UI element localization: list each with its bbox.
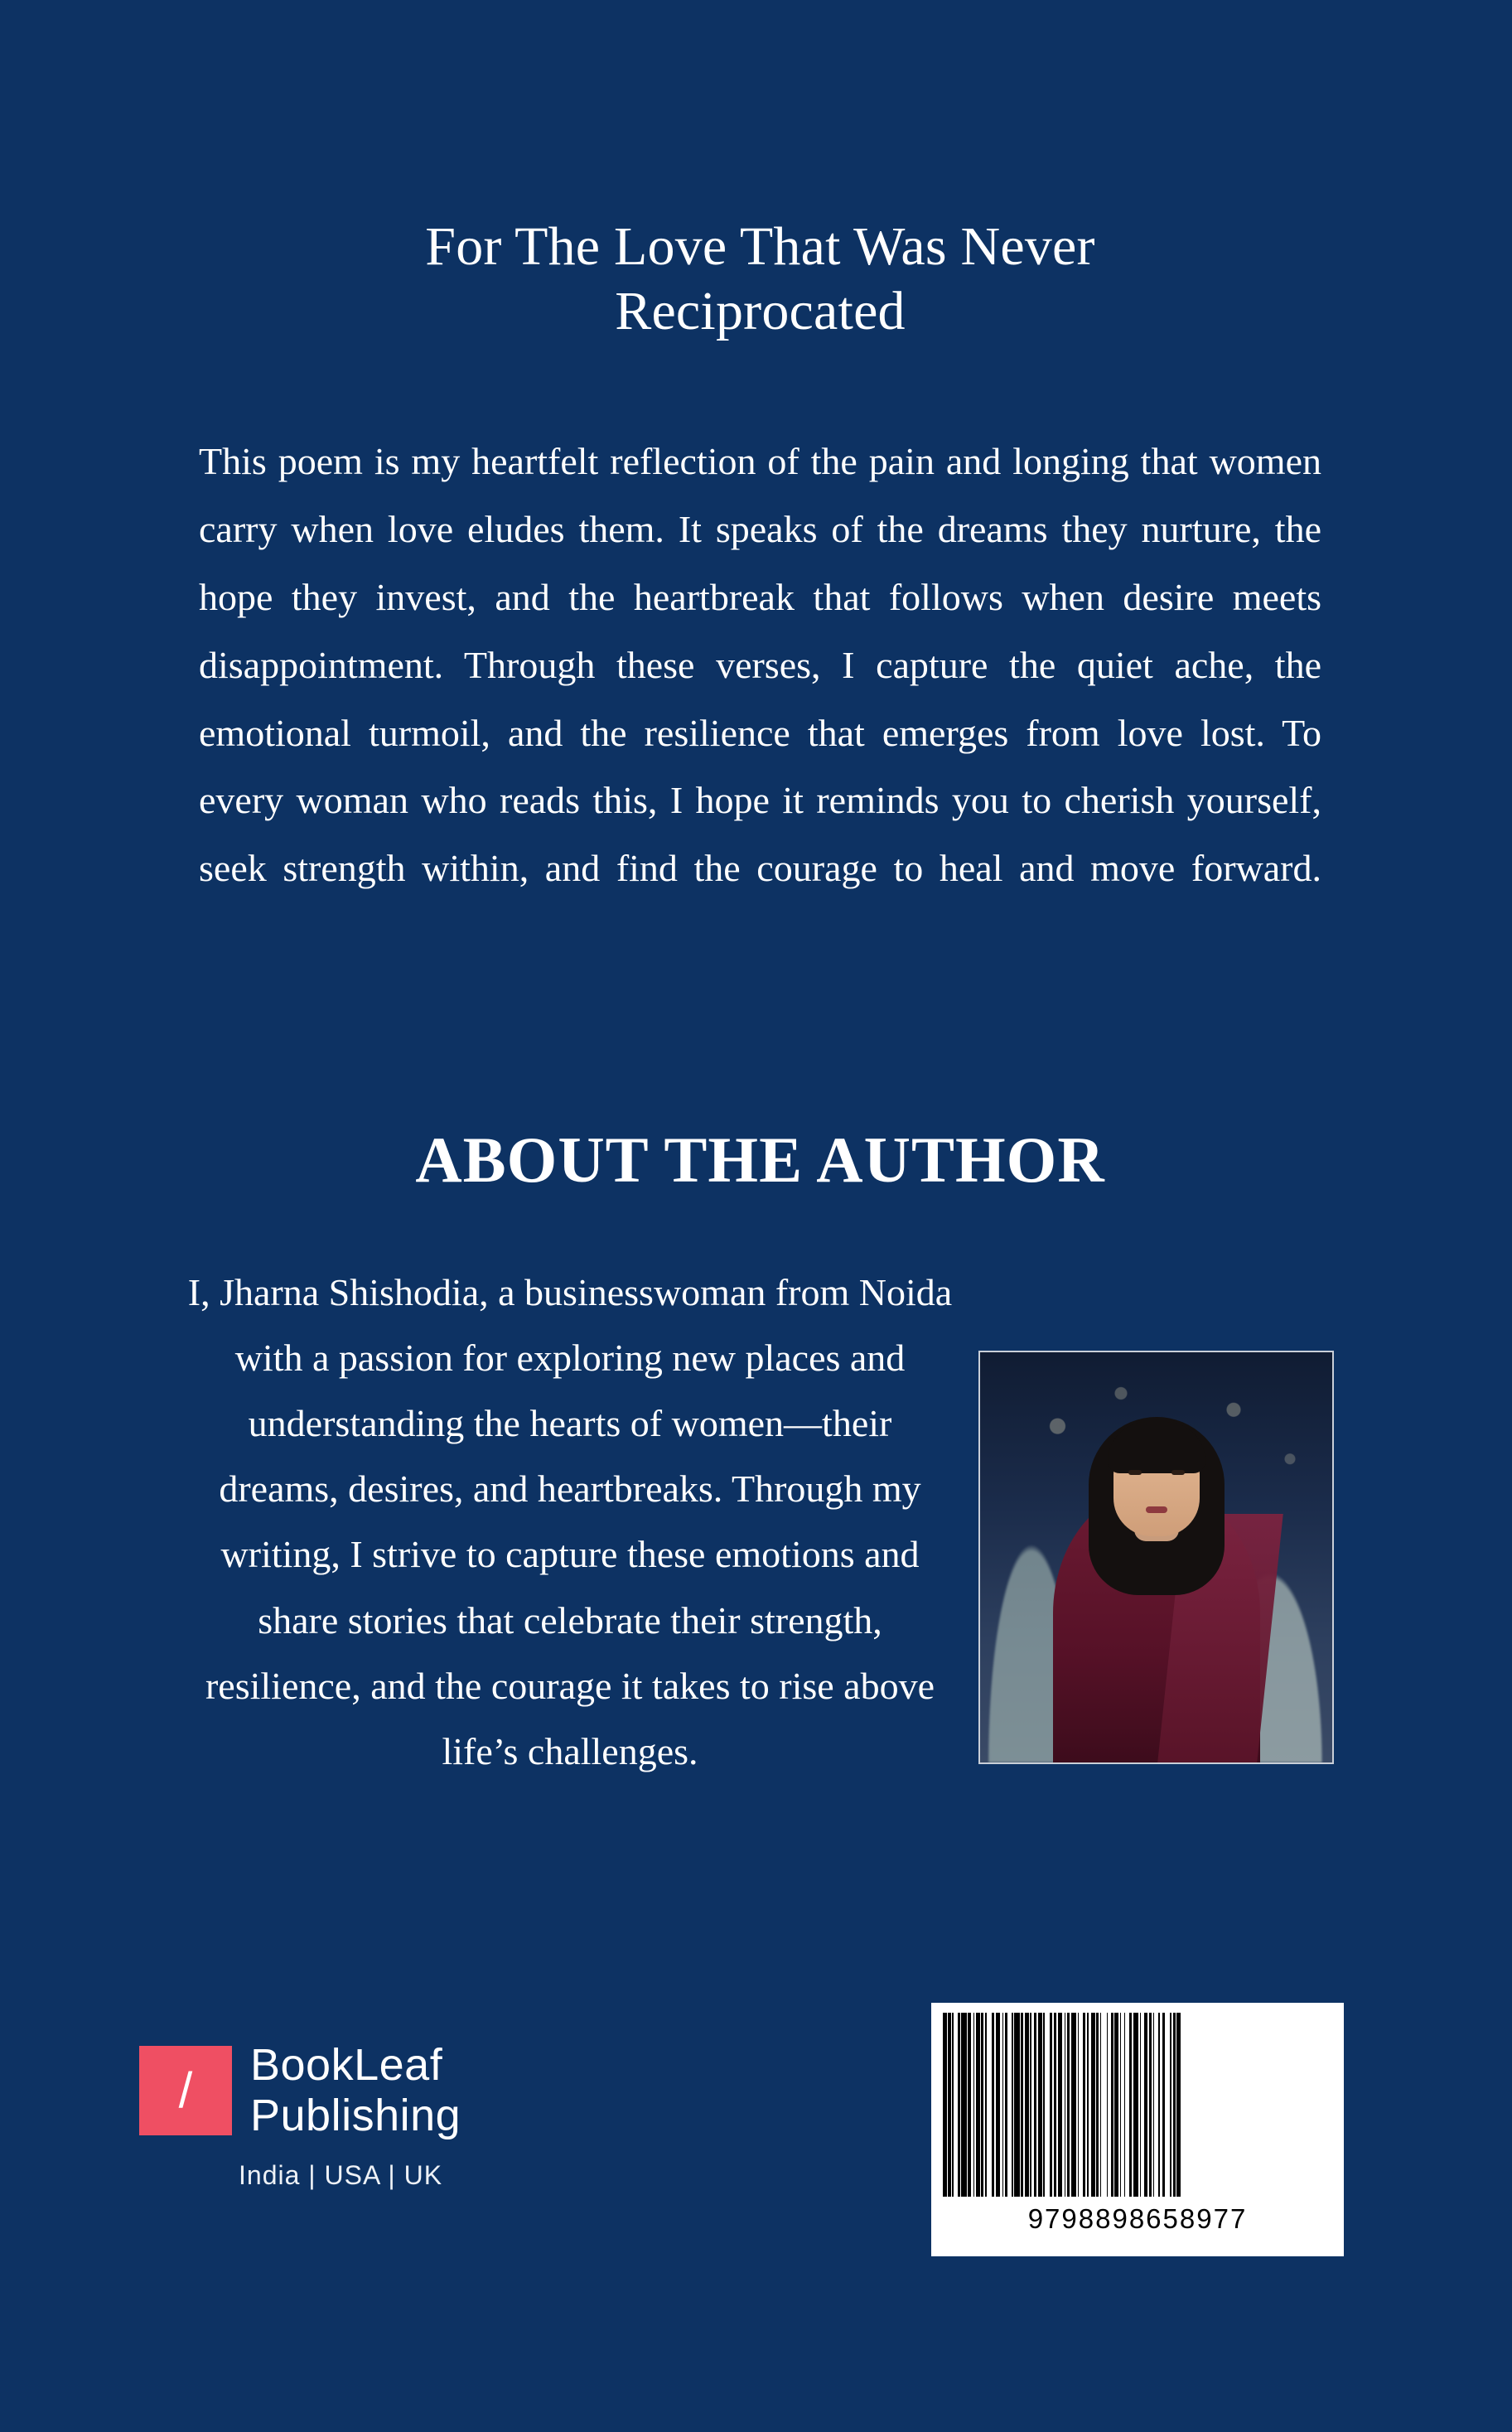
publisher-name-line2: Publishing	[250, 2091, 461, 2141]
slash-icon	[139, 2046, 232, 2135]
barcode	[930, 2001, 1345, 2258]
about-the-author-heading: ABOUT THE AUTHOR	[415, 1123, 1105, 1196]
publisher-name-book: Book	[250, 2040, 355, 2090]
barcode-number: 9798898658977	[1027, 2203, 1248, 2234]
poem-description: This poem is my heartfelt reflection of the pain and longing that women carry when love eludes them. It speaks of the dreams they nurture, the hope they invest, and the heartbreak that follows when desire meets disappointment. Through these verses, I capture the quiet ache, the emotional turmoil, and the resilience that emerges from love lost. To every woman who reads this, I hope it reminds you to cherish yourself, seek strength within, and find the courage to heal and move forward.	[199, 440, 1321, 890]
slash-glyph: /	[178, 2062, 193, 2118]
author-photo	[978, 1351, 1334, 1764]
photo-figure-eye-right	[1171, 1470, 1185, 1475]
publisher-logo-row	[139, 2040, 570, 2141]
barcode-bar	[1181, 2013, 1182, 2197]
author-bio: I, Jharna Shishodia, a businesswoman from Noida with a passion for exploring new places and understanding the hearts of women—their dreams, desires, and heartbreaks. Through my writing, I strive to capture these emotions and share stories that celebrate their strength, resilience, and the courage it takes to rise above life’s challenges.	[187, 1271, 953, 1772]
publisher-name-line1	[250, 2040, 461, 2090]
author-section	[186, 1260, 1334, 1784]
photo-figure-eye-left	[1128, 1470, 1142, 1475]
publisher-name-leaf: Leaf	[354, 2040, 443, 2090]
publisher-logo	[139, 2040, 570, 2191]
poem-title: For The Love That Was Never Reciprocated	[425, 216, 1095, 342]
barcode-bars	[943, 2013, 1332, 2197]
photo-figure-lips	[1146, 1506, 1167, 1513]
publisher-regions: India | USA | UK	[239, 2160, 443, 2191]
publisher-wordmark	[250, 2040, 461, 2141]
